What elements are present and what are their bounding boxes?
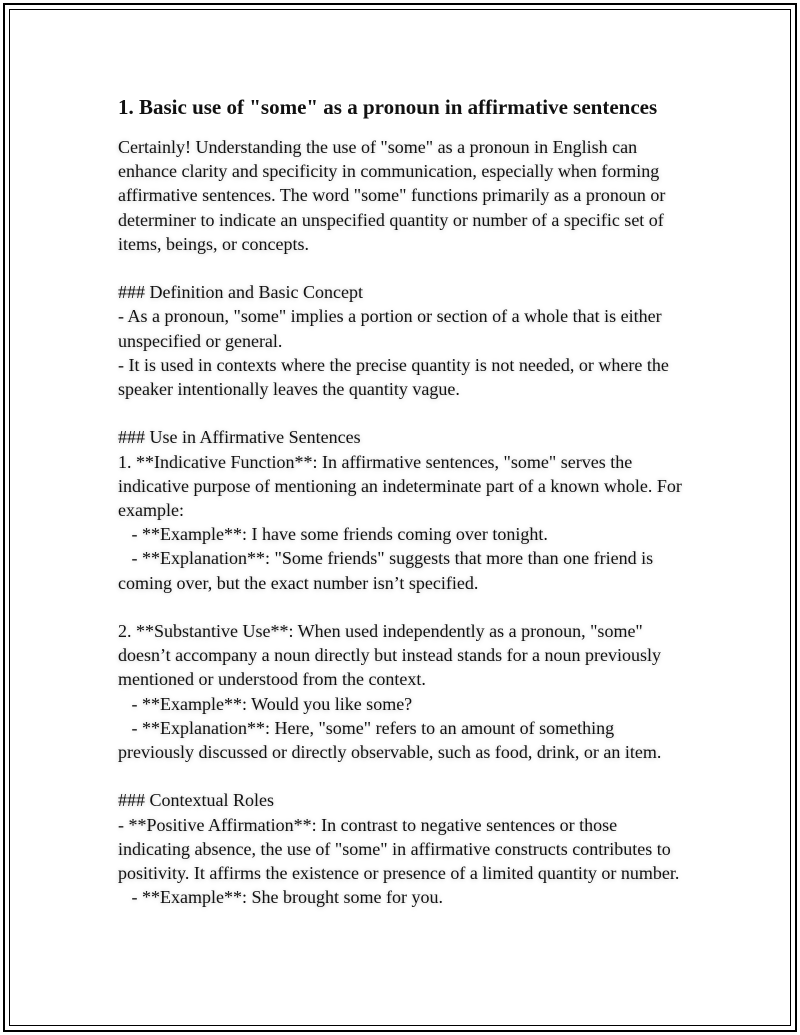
substantive-example: - **Example**: Would you like some? — [118, 693, 413, 714]
section-heading: 1. Basic use of "some" as a pronoun in affirmative sentences — [118, 95, 658, 119]
paragraph-gap — [118, 256, 693, 280]
paragraph-gap — [118, 764, 693, 788]
indicative-function-item: 1. **Indicative Function**: In affirmative sentences, "some" serves the indicative purpose of mentioning an indeterminate part of a known whole. For example: — [118, 451, 687, 521]
definition-heading: ### Definition and Basic Concept — [118, 282, 363, 303]
paragraph-gap — [118, 595, 693, 619]
substantive-explanation: - **Explanation**: Here, "some" refers to an amount of something previously discussed or directly observable, such as food, drink, or an item. — [118, 717, 662, 763]
definition-line-1: - As a pronoun, "some" implies a portion or section of a whole that is either unspecified or general. — [118, 306, 667, 351]
paragraph-gap — [118, 401, 693, 425]
indicative-example: - **Example**: I have some friends coming over tonight. — [118, 524, 548, 545]
affirmative-heading: ### Use in Affirmative Sentences — [118, 427, 361, 448]
document-body — [118, 93, 693, 909]
indicative-explanation: - **Explanation**: "Some friends" suggests that more than one friend is coming over, but the exact number isn’t specified. — [118, 548, 658, 593]
intro-paragraph: Certainly! Understanding the use of "some" as a pronoun in English can enhance clarity and specificity in communication, especially when forming affirmative sentences. The word "some" functions primarily as a pronoun or determiner to indicate an unspecified quantity or number of a specific set of items, beings, or concepts. — [118, 137, 670, 254]
substantive-use-item: 2. **Substantive Use**: When used independently as a pronoun, "some" doesn’t accompany a noun directly but instead stands for a noun previously mentioned or understood from the context. — [118, 621, 666, 690]
contextual-heading: ### Contextual Roles — [118, 790, 274, 811]
positive-affirmation-item: - **Positive Affirmation**: In contrast to negative sentences or those indicating absence, the use of "some" in affirmative constructs contributes to positivity. It affirms the existence or presence of a limited quantity or number. — [118, 814, 680, 884]
definition-line-2: - It is used in contexts where the precise quantity is not needed, or where the speaker intentionally leaves the quantity vague. — [118, 354, 674, 400]
positive-affirmation-example: - **Example**: She brought some for you. — [118, 887, 443, 908]
